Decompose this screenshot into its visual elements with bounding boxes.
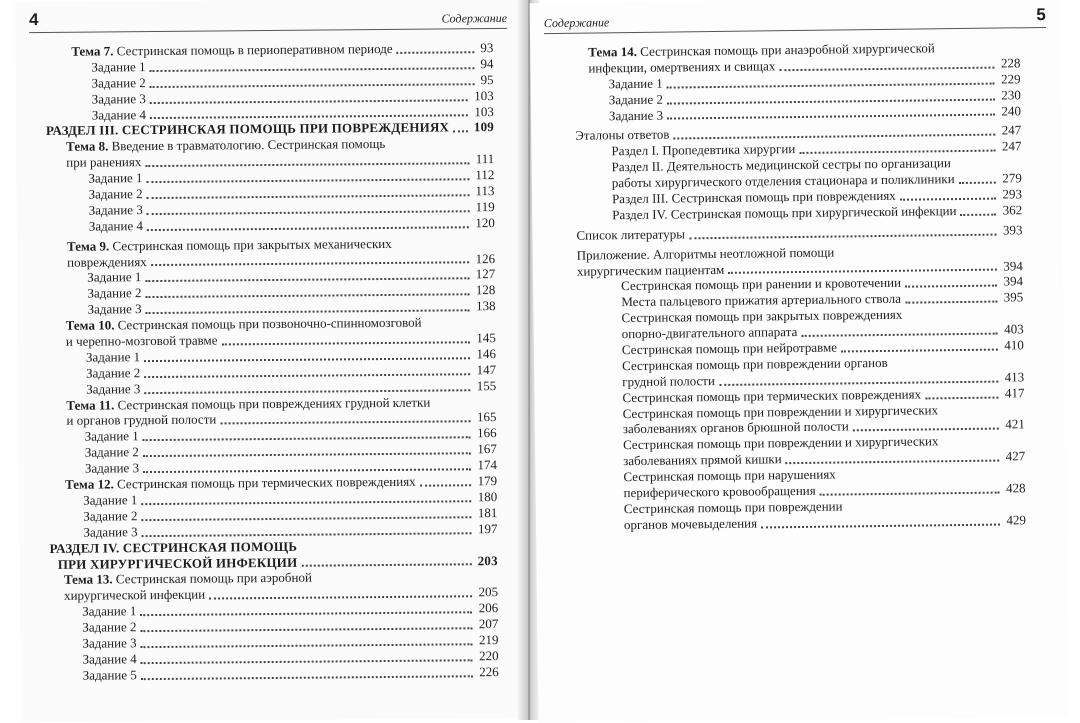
page-ref: 417 (1004, 384, 1025, 401)
entry-title: РАЗДЕЛ IV. СЕСТРИНСКАЯ ПОМОЩЬ (49, 538, 298, 556)
page-ref: 394 (1003, 257, 1023, 274)
dot-leader (147, 226, 469, 231)
dot-leader (142, 532, 472, 537)
dot-leader (302, 564, 472, 567)
toc-entry-text (91, 59, 145, 75)
entry-title: Задание 1 (608, 75, 663, 92)
page-ref: 94 (480, 55, 494, 72)
page-ref: 145 (476, 330, 496, 346)
dot-leader (689, 233, 996, 239)
dot-leader (453, 131, 468, 133)
entry-title: Сестринская помощь при термических повреждениях (622, 386, 922, 405)
page-ref: 109 (473, 119, 495, 135)
dot-leader (147, 194, 470, 199)
page-ref: 228 (1000, 55, 1021, 71)
page-ref: 155 (476, 377, 497, 393)
dot-leader (151, 262, 469, 267)
entry-title: Сестринская помощь при анаэробной хирургической (640, 40, 935, 59)
dot-leader (145, 294, 469, 299)
entry-title: ПРИ ХИРУРГИЧЕСКОЙ ИНФЕКЦИИ (57, 554, 298, 572)
entry-title: органов мочевыделения (623, 515, 758, 532)
dot-leader (150, 99, 468, 104)
toc-entry-text (67, 254, 147, 271)
entry-title: Раздел III. Сестринская помощь при повреждениях (611, 187, 896, 207)
dot-leader (147, 210, 470, 215)
toc-entry-text (83, 492, 137, 508)
topic-label: Тема 10. (65, 317, 115, 333)
dot-leader (209, 595, 472, 599)
page-ref: 146 (476, 345, 497, 362)
page-ref: 226 (479, 663, 499, 679)
dot-leader (143, 437, 471, 442)
toc-entry-text (66, 412, 216, 429)
dot-leader (140, 611, 472, 616)
page-ref: 112 (475, 167, 495, 183)
page-ref: 167 (477, 441, 497, 457)
entry-title: Сестринская помощь при повреждениях грудной клетки (117, 394, 431, 412)
page-ref: 103 (474, 103, 494, 119)
toc-entry (51, 664, 499, 684)
entry-title: грудной полости (622, 372, 715, 389)
toc-entry-text (89, 218, 143, 234)
entry-title: Сестринская помощь при повреждении и хирургических (622, 401, 939, 421)
toc-entry-text (83, 651, 137, 667)
toc-entry-text (66, 332, 218, 349)
page-ref: 427 (1005, 448, 1026, 464)
entry-title: и черепно-мозговой травме (65, 332, 218, 349)
toc-entry-text (88, 186, 142, 202)
dot-leader (222, 341, 470, 345)
toc-entry-text (87, 285, 141, 301)
page-ref: 279 (1002, 170, 1022, 186)
page-ref: 180 (477, 488, 498, 505)
entry-title: Задание 2 (88, 186, 143, 202)
dot-leader (145, 278, 469, 283)
entry-title: Места пальцевого прижатия артериального ствола (621, 291, 902, 310)
entry-title: Сестринская помощь при закрытых повреждениях (621, 306, 903, 326)
dot-leader (149, 67, 474, 72)
page-ref: 179 (477, 473, 498, 489)
entry-title: Сестринская помощь при позвоночно-спинномозговой (117, 314, 422, 333)
entry-title: Задание 1 (87, 269, 142, 286)
page-ref: 247 (1001, 138, 1022, 154)
toc-entry-text (88, 170, 142, 186)
toc-entry-text (623, 451, 782, 469)
page-ref: 219 (478, 631, 499, 648)
dot-leader (900, 197, 996, 200)
dot-leader (150, 83, 475, 88)
toc-entry-text (82, 603, 136, 619)
dot-leader (144, 389, 470, 394)
dot-leader (141, 659, 473, 664)
entry-title: Сестринская помощь при аэробной (115, 570, 312, 587)
dot-leader (802, 333, 998, 337)
page-ref: 206 (478, 600, 499, 616)
page-ref: 207 (478, 616, 499, 632)
dot-leader (959, 182, 996, 184)
page-ref: 166 (477, 425, 497, 441)
page-ref: 240 (1001, 102, 1022, 119)
toc-entry-text (609, 75, 663, 92)
left-page (15, 0, 527, 722)
entry-title: Раздел II. Деятельность медицинской сестры по организации (611, 155, 951, 175)
page-ref: 165 (476, 409, 497, 425)
entry-title: Задание 3 (608, 107, 664, 123)
toc-entry-text (66, 154, 141, 171)
entry-title: Задание 3 (84, 460, 140, 476)
toc-entry-text (86, 349, 140, 365)
right-table-of-contents (574, 39, 1026, 533)
page-ref: 421 (1005, 416, 1025, 432)
entry-title: хирургическим пациентам (576, 261, 725, 279)
dot-leader (140, 643, 472, 648)
toc-entry-text (609, 107, 663, 124)
dot-leader (144, 357, 470, 362)
page-ref: 147 (476, 361, 497, 378)
running-title: Содержание (543, 15, 610, 31)
page-ref: 103 (474, 87, 494, 103)
toc-entry-text (622, 373, 715, 390)
entry-title: опорно-двигательного аппарата (621, 324, 798, 342)
entry-title: Задание 1 (91, 58, 146, 75)
dot-leader (925, 396, 998, 399)
page-ref: 126 (475, 250, 496, 266)
topic-label: Тема 12. (65, 476, 114, 492)
dot-leader (141, 500, 471, 505)
entry-title: Задание 1 (85, 349, 141, 365)
entry-title: Задание 1 (83, 492, 138, 508)
page-ref: 413 (1004, 369, 1025, 385)
page-ref: 393 (1002, 222, 1023, 238)
page-ref: 197 (477, 520, 498, 536)
page-ref: 410 (1004, 337, 1024, 353)
entry-title: Задание 3 (83, 523, 138, 540)
entry-title: Задание 1 (82, 603, 137, 619)
toc-entry-text (576, 226, 685, 243)
page-ref: 205 (478, 584, 499, 600)
dot-leader (143, 452, 471, 457)
entry-title: Задание 2 (86, 364, 141, 381)
toc-entry-text (92, 91, 146, 107)
entry-title: Задание 3 (82, 635, 137, 651)
entry-title: Задание 2 (87, 285, 142, 301)
dot-leader (905, 301, 997, 304)
page-ref: 95 (480, 71, 494, 87)
page-ref: 230 (1001, 86, 1021, 103)
toc-entry-text (89, 202, 143, 218)
toc-entry-text (85, 460, 139, 476)
dot-leader (420, 484, 471, 486)
page-ref: 181 (477, 504, 498, 521)
dot-leader (779, 66, 994, 71)
entry-title: повреждениях (67, 253, 147, 270)
page-ref: 127 (475, 266, 496, 282)
entry-title: и органов грудной полости (66, 411, 217, 429)
dot-leader (145, 162, 469, 167)
toc-entry-text (82, 619, 136, 635)
page-ref: 362 (1002, 202, 1023, 218)
toc-entry-text (83, 524, 137, 540)
page-number: 4 (28, 10, 39, 30)
entry-title: хирургической инфекции (63, 586, 206, 604)
entry-title: Задание 4 (82, 651, 137, 667)
page-ref: 428 (1005, 480, 1026, 496)
dot-leader (853, 428, 999, 432)
entry-title: Сестринская помощь при ранении и кровотечении (620, 275, 902, 294)
entry-title: Задание 2 (91, 74, 146, 91)
page-number: 5 (1036, 4, 1046, 25)
toc-entry-text (92, 75, 146, 91)
topic-label: Тема 14. (588, 43, 638, 60)
toc-entry-text (87, 301, 141, 317)
entry-title: Сестринская помощь при повреждении (623, 498, 843, 517)
dot-leader (146, 178, 469, 183)
page-ref: 229 (1000, 71, 1021, 87)
entry-title: Задание 2 (82, 619, 137, 635)
entry-title: Приложение. Алгоритмы неотложной помощи (576, 244, 835, 263)
dot-leader (785, 460, 999, 465)
page-ref: 395 (1003, 289, 1024, 305)
page-ref: 128 (475, 282, 496, 298)
toc-entry-text (83, 508, 137, 524)
entry-title: Задание 3 (86, 380, 141, 397)
dot-leader (141, 516, 471, 521)
topic-label: Тема 7. (71, 43, 114, 59)
dot-leader (667, 114, 995, 120)
entry-title: инфекции, омертвениях и свищах (588, 58, 776, 76)
entry-title: Задание 1 (88, 170, 143, 186)
entry-title: Сестринская помощь при закрытых механических (112, 235, 392, 254)
dot-leader (150, 115, 468, 120)
dot-leader (799, 150, 995, 154)
page-ref: 93 (480, 40, 494, 56)
dot-leader (761, 523, 1000, 528)
page-ref: 203 (477, 552, 498, 568)
entry-title: Сестринская помощь при нарушениях (623, 466, 836, 485)
toc-entry-text (575, 127, 669, 144)
toc-entry-text (85, 444, 139, 460)
entry-title: заболеваниях прямой кишки (623, 451, 782, 469)
dot-leader (820, 491, 1000, 495)
entry-title: Сестринская помощь при нейротравме (621, 339, 838, 358)
page-ref: 394 (1003, 273, 1024, 289)
toc-entry-text (577, 261, 725, 279)
toc-entry-text (64, 587, 205, 604)
entry-title: Задание 4 (88, 217, 143, 234)
dot-leader (143, 468, 471, 473)
entry-title: Задание 3 (87, 301, 142, 317)
entry-title: Сестринская помощь при повреждении органов (621, 354, 888, 374)
entry-title: Раздел IV. Сестринская помощь при хирургической инфекции (612, 202, 957, 223)
toc-entry-text (87, 270, 141, 286)
dot-leader (221, 421, 471, 425)
toc-entry-text (92, 107, 146, 123)
page-ref: 120 (475, 214, 495, 231)
left-page-header (29, 6, 507, 33)
entry-title: Список литературы (576, 226, 686, 243)
entry-title: Сестринская помощь при термических повреждениях (116, 473, 416, 492)
entry-title: Введение в травматологию. Сестринская помощь (111, 136, 386, 154)
entry-title: Задание 5 (82, 666, 137, 683)
page-ref: 119 (475, 198, 495, 215)
toc-entry-text (86, 381, 140, 397)
entry-title: Задание 2 (83, 507, 138, 524)
page-ref: 220 (479, 647, 499, 664)
dot-leader (841, 348, 998, 352)
topic-label: Тема 9. (66, 238, 110, 254)
dot-leader (141, 675, 473, 680)
toc-entry-text (86, 365, 140, 381)
page-ref: 247 (1001, 122, 1022, 138)
topic-label: Тема 8. (66, 138, 109, 155)
right-page (530, 0, 1069, 723)
entry-title: при ранениях (66, 154, 142, 171)
toc-entry-text (83, 667, 137, 683)
toc-entry-text (82, 635, 136, 651)
entry-title: Задание 2 (608, 91, 663, 107)
page-ref: 429 (1006, 512, 1027, 528)
entry-title: Задание 1 (84, 428, 139, 445)
topic-label: Тема 13. (63, 571, 113, 588)
toc-entry-text (609, 91, 663, 108)
entry-title: Задание 2 (84, 444, 139, 460)
dot-leader (396, 51, 474, 54)
dot-leader (905, 285, 997, 288)
toc-entry-text (85, 429, 139, 445)
page-ref: 293 (1002, 186, 1023, 202)
toc-entry-text (624, 515, 757, 533)
running-title: Содержание (441, 10, 508, 26)
dot-leader (144, 373, 470, 378)
dot-leader (960, 213, 996, 215)
entry-title: РАЗДЕЛ III. СЕСТРИНСКАЯ ПОМОЩЬ ПРИ ПОВРЕЖДЕНИЯХ (45, 119, 450, 139)
entry-title: Задание 4 (91, 106, 147, 123)
entry-title: Раздел I. Пропедевтика хирургии (611, 141, 796, 159)
topic-label: Тема 11. (66, 396, 115, 413)
entry-title: Сестринская помощь при повреждении и хирургических (622, 433, 939, 453)
dot-leader (146, 309, 470, 314)
entry-title: заболеваниях органов брюшной полости (622, 418, 849, 437)
left-table-of-contents (45, 40, 499, 684)
page-ref: 174 (477, 457, 497, 473)
entry-title: Эталоны ответов (575, 127, 670, 144)
entry-title: Сестринская помощь в периоперативном периоде (116, 40, 393, 59)
page-ref: 111 (475, 151, 495, 167)
page-ref: 403 (1004, 321, 1024, 337)
entry-title: Задание 3 (88, 202, 143, 218)
page-ref: 138 (475, 298, 496, 314)
entry-title: Задание 3 (91, 90, 146, 107)
entry-title: работы хирургического отделения стационара и поликлиники (611, 171, 955, 191)
dot-leader (140, 627, 472, 632)
right-page-header (544, 5, 1046, 34)
page-ref: 113 (475, 183, 495, 199)
entry-title: периферического кровообращения (623, 482, 816, 501)
